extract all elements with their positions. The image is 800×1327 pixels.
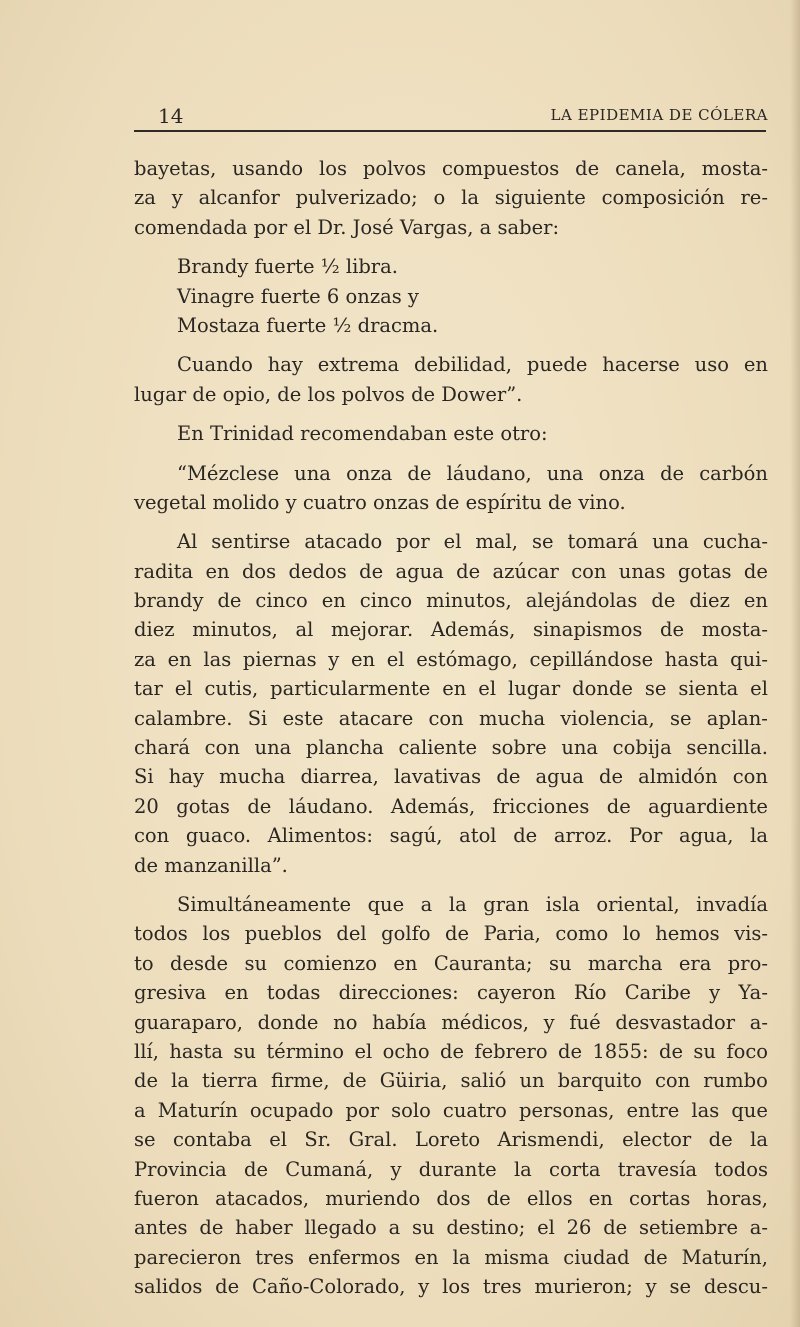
text-line: 20 gotas de láudano. Además, fricciones de aguardiente [134,794,768,818]
paragraph [134,154,768,242]
paragraph [134,527,768,880]
paragraph [134,350,768,409]
text-line: tar el cutis, particularmente en el lugar donde se sienta el [134,677,768,701]
formula-item: Mostaza fuerte ½ dracma. [177,313,439,337]
text-line: En Trinidad recomendaban este otro: [177,422,548,446]
text-line: Provincia de Cumaná, y durante la corta travesía todos [134,1157,768,1181]
text-line: de la tierra firme, de Güiria, salió un barquito con rumbo [134,1069,768,1093]
paragraph [134,419,768,448]
text-line: fueron atacados, muriendo dos de ellos en cortas horas, [134,1186,768,1210]
text-line: comendada por el Dr. José Vargas, a saber: [134,215,560,239]
text-line: gresiva en todas direcciones: cayeron Río Caribe y Ya- [134,981,768,1005]
text-line: za en las piernas y en el estómago, cepillándose hasta qui- [134,647,768,671]
text-line: se contaba el Sr. Gral. Loreto Arismendi, elector de la [134,1128,768,1152]
text-line: parecieron tres enfermos en la misma ciudad de Maturín, [134,1245,768,1269]
text-line: za y alcanfor pulverizado; o la siguiente composición re- [134,186,768,210]
header-rule [134,130,766,132]
text-line: de manzanilla”. [134,853,288,877]
text-line: llí, hasta su término el ocho de febrero de 1855: de su foco [134,1039,768,1063]
text-line: diez minutos, al mejorar. Además, sinapismos de mosta- [134,618,768,642]
text-line: Al sentirse atacado por el mal, se tomará una cucha- [177,530,768,554]
text-line: a Maturín ocupado por solo cuatro personas, entre las que [134,1098,768,1122]
text-line: Si hay mucha diarrea, lavativas de agua de almidón con [134,765,768,789]
formula-list [134,252,768,340]
text-line: vegetal molido y cuatro onzas de espíritu de vino. [134,490,626,514]
page-edge-shadow [790,0,800,1327]
formula-item: Brandy fuerte ½ libra. [177,255,398,279]
text-line: brandy de cinco en cinco minutos, alejándolas de diez en [134,589,768,613]
paragraph [134,890,768,1301]
running-head: LA EPIDEMIA DE CÓLERA [550,106,768,124]
text-line: chará con una plancha caliente sobre una cobija sencilla. [134,736,768,760]
body-text [134,154,768,1301]
text-line: lugar de opio, de los polvos de Dower”. [134,382,523,406]
page-number: 14 [158,104,184,128]
text-line: todos los pueblos del golfo de Paria, como lo hemos vis- [134,922,768,946]
text-line: Simultáneamente que a la gran isla oriental, invadía [177,892,768,916]
formula-item: Vinagre fuerte 6 onzas y [177,284,419,308]
text-line: to desde su comienzo en Cauranta; su marcha era pro- [134,951,768,975]
text-line: calambre. Si este atacare con mucha violencia, se aplan- [134,706,768,730]
text-line: con guaco. Alimentos: sagú, atol de arroz. Por agua, la [134,824,768,848]
text-line: Cuando hay extrema debilidad, puede hacerse uso en [177,353,768,377]
page-header [134,104,768,128]
text-line: antes de haber llegado a su destino; el 26 de setiembre a- [134,1216,768,1240]
paragraph [134,459,768,518]
text-line: salidos de Caño-Colorado, y los tres murieron; y se descu- [134,1275,768,1299]
text-line: “Mézclese una onza de láudano, una onza de carbón [177,461,768,485]
text-line: bayetas, usando los polvos compuestos de canela, mosta- [134,157,768,180]
text-line: guaraparo, donde no había médicos, y fué desvastador a- [134,1010,768,1034]
text-line: radita en dos dedos de agua de azúcar con unas gotas de [134,559,768,583]
